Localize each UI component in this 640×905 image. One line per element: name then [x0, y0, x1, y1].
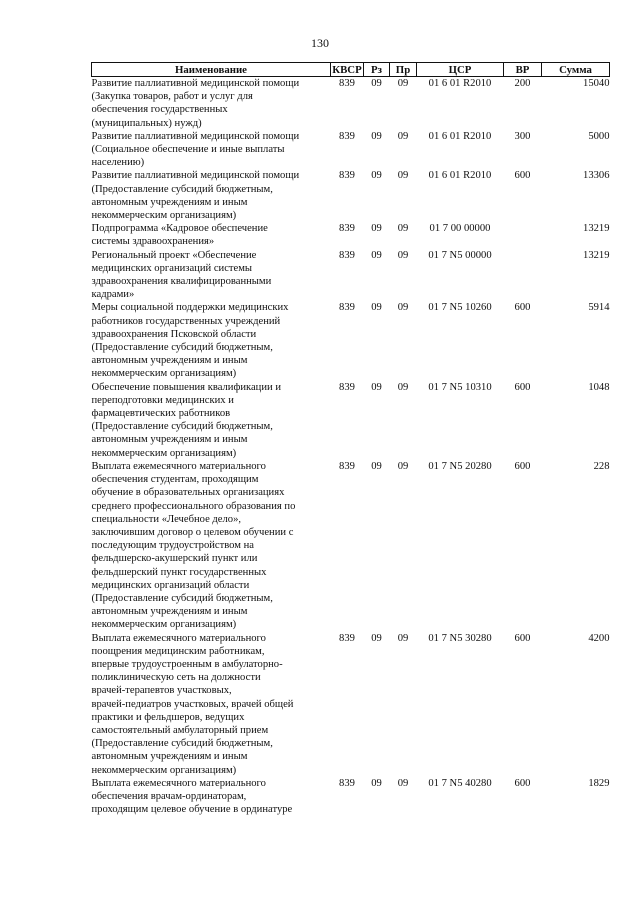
row-sum: 4200 [588, 632, 610, 644]
row-name-line: (Предоставление субсидий бюджетным, [91, 342, 273, 354]
header-csr: ЦСР [417, 63, 504, 77]
row-pr: 09 [397, 78, 409, 89]
table-row [92, 632, 610, 777]
row-name-line: населению) [91, 157, 145, 169]
row-name-line: Развитие паллиативной медицинской помощи [91, 170, 300, 182]
row-csr: 01 7 N5 20280 [428, 460, 492, 472]
row-name-line: некоммерческим организациям) [91, 619, 237, 631]
table-row [92, 301, 610, 380]
row-name-line: поощрения медицинским работникам, [91, 645, 265, 657]
row-name-line: (Предоставление субсидий бюджетным, [91, 738, 273, 750]
row-name-line: Обеспечение повышения квалификации и [91, 381, 282, 393]
row-name-line: здравоохранения Псковской области [91, 328, 257, 340]
row-name-line: системы здравоохранения» [91, 236, 215, 248]
row-rz: 09 [371, 381, 382, 393]
row-rz: 09 [371, 170, 382, 182]
row-name-line: медицинских организаций области [91, 579, 250, 591]
row-name-line: (Закупка товаров, работ и услуг для [91, 91, 253, 103]
row-name-line: Региональный проект «Обеспечение [91, 249, 257, 261]
row-name [92, 169, 331, 222]
row-name [92, 381, 331, 460]
row-pr: 09 [397, 223, 409, 235]
row-vr: 200 [514, 78, 531, 89]
row-name-line: практики и фельдшеров, ведущих [91, 711, 245, 723]
row-pr: 09 [397, 777, 409, 789]
row-pr: 09 [397, 632, 409, 644]
row-csr: 01 7 N5 00000 [428, 249, 492, 261]
row-pr: 09 [397, 170, 409, 182]
row-name-line: работников государственных учреждений [91, 315, 281, 327]
row-name-line: впервые трудоустроенным в амбулаторно- [91, 658, 283, 670]
row-vr [504, 222, 542, 248]
row-name-line: последующим трудоустройством на [91, 540, 254, 552]
row-rz: 09 [371, 78, 382, 89]
header-name: Наименование [92, 63, 331, 77]
row-pr: 09 [397, 460, 409, 472]
row-sum: 13219 [583, 249, 610, 261]
row-pr: 09 [397, 302, 409, 314]
row-name-line: Выплата ежемесячного материального [91, 460, 266, 472]
budget-table [91, 62, 610, 816]
row-pr: 09 [397, 130, 409, 142]
row-sum: 1829 [588, 777, 610, 789]
row-sum: 15040 [583, 78, 610, 89]
table-body [92, 77, 610, 817]
row-name [92, 222, 331, 248]
row-csr: 01 7 00 00000 [429, 223, 491, 235]
row-name-line: автономным учреждениям и иным [91, 196, 248, 208]
row-name-line: кадрами» [91, 289, 135, 301]
row-name-line: (Предоставление субсидий бюджетным, [91, 421, 273, 433]
row-name-line: Развитие паллиативной медицинской помощи [91, 130, 300, 142]
row-name-line: здравоохранения квалифицированными [91, 276, 272, 288]
row-name-line: (Социальное обеспечение и иные выплаты [91, 144, 285, 156]
row-name-line: специальности «Лечебное дело», [91, 513, 242, 525]
row-name-line: медицинских организаций системы [91, 262, 253, 274]
row-name-line: Подпрограмма «Кадровое обеспечение [91, 223, 268, 235]
header-vr: ВР [504, 63, 542, 77]
header-kvsr: КВСР [332, 63, 362, 76]
row-sum: 13306 [583, 170, 610, 182]
row-csr: 01 6 01 R2010 [428, 78, 492, 89]
row-name-line: автономным учреждениям и иным [91, 355, 248, 367]
row-rz: 09 [371, 777, 382, 789]
row-vr: 600 [514, 381, 531, 393]
row-csr: 01 7 N5 10260 [428, 302, 492, 314]
row-csr: 01 7 N5 10310 [428, 381, 492, 393]
header-rz: Рз [364, 63, 390, 77]
row-rz: 09 [371, 460, 382, 472]
table-row [92, 77, 610, 130]
row-name-line: фельдшерско-акушерский пункт или [91, 553, 258, 565]
row-name-line: самостоятельный амбулаторный прием [91, 724, 269, 736]
row-rz: 09 [371, 130, 382, 142]
row-name-line: (муниципальных) нужд) [91, 117, 202, 129]
row-name-line: (Предоставление субсидий бюджетным, [91, 592, 273, 604]
row-name-line: врачей-терапевтов участковых, [91, 685, 232, 697]
row-rz: 09 [371, 632, 382, 644]
row-name-line: Развитие паллиативной медицинской помощи [91, 78, 300, 89]
row-rz: 09 [371, 223, 382, 235]
row-vr: 600 [514, 302, 531, 314]
row-csr: 01 6 01 R2010 [428, 130, 492, 142]
row-name [92, 632, 331, 777]
row-kvsr: 839 [339, 777, 355, 789]
row-name-line: автономным учреждениям и иным [91, 434, 248, 446]
row-name-line: обеспечения государственных [91, 104, 228, 116]
header-sum: Сумма [542, 63, 610, 77]
table-row [92, 777, 610, 817]
row-name-line: некоммерческим организациям) [91, 764, 237, 776]
row-name [92, 130, 331, 170]
row-vr: 600 [514, 632, 531, 644]
row-name-line: Выплата ежемесячного материального [91, 777, 266, 789]
row-name-line: среднего профессионального образования по [91, 500, 296, 512]
row-kvsr: 839 [339, 460, 355, 472]
row-name-line: Выплата ежемесячного материального [91, 632, 266, 644]
row-kvsr: 839 [339, 381, 355, 393]
row-sum: 228 [593, 460, 610, 472]
row-vr: 600 [514, 460, 531, 472]
row-sum: 1048 [588, 381, 610, 393]
row-sum: 13219 [583, 223, 610, 235]
table-row [92, 169, 610, 222]
row-name-line: некоммерческим организациям) [91, 210, 237, 222]
row-pr: 09 [397, 249, 409, 261]
row-name-line: заключившим договор о целевом обучении с [91, 526, 294, 538]
table-header-row [92, 63, 610, 77]
table-row [92, 381, 610, 460]
row-sum: 5000 [588, 130, 610, 142]
row-name-line: обеспечения врачам-ординаторам, [91, 790, 247, 802]
table-row [92, 130, 610, 170]
row-csr: 01 7 N5 30280 [428, 632, 492, 644]
row-vr: 600 [514, 170, 531, 182]
row-name [92, 777, 331, 817]
row-vr [504, 249, 542, 302]
row-kvsr: 839 [339, 223, 355, 235]
row-pr: 09 [397, 381, 409, 393]
row-name-line: автономным учреждениям и иным [91, 751, 248, 763]
row-rz: 09 [371, 249, 382, 261]
row-sum: 5914 [588, 302, 610, 314]
table-row [92, 222, 610, 248]
row-vr: 300 [514, 130, 531, 142]
row-name [92, 460, 331, 632]
row-name [92, 249, 331, 302]
row-name-line: переподготовки медицинских и [91, 394, 234, 406]
table-row [92, 460, 610, 632]
row-name-line: Меры социальной поддержки медицинских [91, 302, 289, 314]
row-name [92, 77, 331, 130]
row-name-line: фармацевтических работников [91, 408, 231, 420]
row-name-line: врачей-педиатров участковых, врачей общей [91, 698, 294, 710]
header-pr: Пр [390, 63, 417, 77]
row-name-line: фельдшерский пункт государственных [91, 566, 267, 578]
row-kvsr: 839 [339, 632, 355, 644]
row-kvsr: 839 [339, 78, 355, 89]
row-csr: 01 7 N5 40280 [428, 777, 492, 789]
row-name-line: автономным учреждениям и иным [91, 606, 248, 618]
row-vr: 600 [514, 777, 531, 789]
row-csr: 01 6 01 R2010 [428, 170, 492, 182]
row-kvsr: 839 [339, 249, 355, 261]
row-name-line: некоммерческим организациям) [91, 368, 237, 380]
table-row [92, 249, 610, 302]
page-number: 130 [311, 36, 329, 50]
row-name [92, 301, 331, 380]
row-name-line: проходящим целевое обучение в ординатуре [91, 804, 293, 816]
row-kvsr: 839 [339, 302, 355, 314]
row-name-line: (Предоставление субсидий бюджетным, [91, 183, 273, 195]
row-name-line: обеспечения студентам, проходящим [91, 474, 259, 486]
row-name-line: поликлиническую сеть на должности [91, 672, 261, 684]
row-rz: 09 [371, 302, 382, 314]
row-name-line: обучение в образовательных организациях [91, 487, 285, 499]
row-name-line: некоммерческим организациям) [91, 447, 237, 459]
row-kvsr: 839 [339, 130, 355, 142]
row-kvsr: 839 [339, 170, 355, 182]
